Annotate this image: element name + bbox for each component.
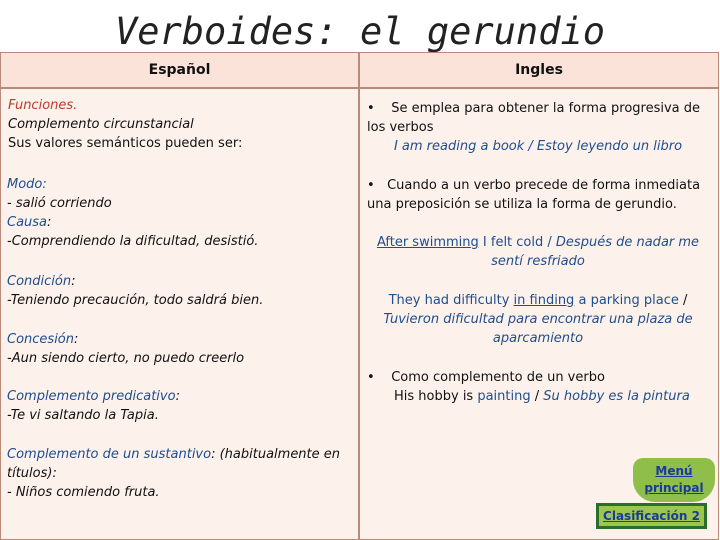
bullet-2: • Cuando a un verbo precede de forma inmediata una preposición se utiliza la forma de gerundio.: [367, 178, 701, 212]
example-1: After swimming I felt cold / Después de nadar me sentí resfriado: [376, 235, 700, 269]
sustantivo-note-2: títulos):: [7, 466, 57, 481]
bullet-3: • Como complemento de un verbo His hobby is painting / Su hobby es la pintura: [367, 370, 690, 404]
condicion-example: -Teniendo precaución, todo saldrá bien.: [7, 293, 264, 308]
condicion-block: Condición: -Teniendo precaución, todo saldrá bien.: [7, 274, 264, 308]
header-espanol: Español: [1, 53, 358, 89]
valores-text: Sus valores semánticos pueden ser:: [8, 136, 243, 151]
causa-label: Causa: [7, 215, 48, 230]
concesion-block: Concesión: -Aun siendo cierto, no puedo creerlo: [7, 332, 245, 366]
concesion-example: -Aun siendo cierto, no puedo creerlo: [7, 351, 245, 366]
predicativo-example: -Te vi saltando la Tapia.: [7, 408, 159, 423]
funciones-label: Funciones.: [8, 98, 78, 113]
concesion-label: Concesión: [7, 332, 74, 347]
sustantivo-label: Complemento de un sustantivo: [7, 447, 212, 462]
predicativo-label: Complemento predicativo: [7, 389, 176, 404]
modo-label: Modo:: [7, 177, 47, 192]
bullet-icon: •: [367, 370, 375, 385]
causa-example: -Comprendiendo la dificultad, desistió.: [7, 234, 259, 249]
example-2: They had difficulty in finding a parking place / Tuvieron dificultad para encontrar una plaza de aparcamiento: [383, 293, 693, 346]
predicativo-block: Complemento predicativo: -Te vi saltando la Tapia.: [7, 389, 180, 423]
bullet-icon: •: [367, 178, 375, 193]
sustantivo-block: Complemento de un sustantivo: (habitualmente en títulos): - Niños comiendo fruta.: [7, 445, 352, 502]
bullet-icon: •: [367, 101, 375, 116]
bullet-1: • Se emplea para obtener la forma progresiva de los verbos: [367, 101, 701, 135]
b1-example: I am reading a book / Estoy leyendo un libro: [393, 139, 683, 154]
header-ingles: Ingles: [360, 53, 718, 89]
complemento-label: Complemento circunstancial: [8, 117, 194, 132]
sustantivo-example: - Niños comiendo fruta.: [7, 485, 160, 500]
modo-example: - salió corriendo: [7, 196, 112, 211]
clasificacion-2-button[interactable]: Clasificación 2: [596, 503, 707, 529]
sustantivo-note: (habitualmente en: [219, 447, 341, 462]
left-intro: [8, 96, 242, 153]
modo-causa-block: Modo: - salió corriendo Causa: -Comprendiendo la dificultad, desistió.: [7, 177, 259, 249]
menu-principal-button[interactable]: Menú principal: [633, 458, 715, 502]
condicion-label: Condición: [7, 274, 72, 289]
page-title: Verboides: el gerundio: [114, 10, 606, 53]
